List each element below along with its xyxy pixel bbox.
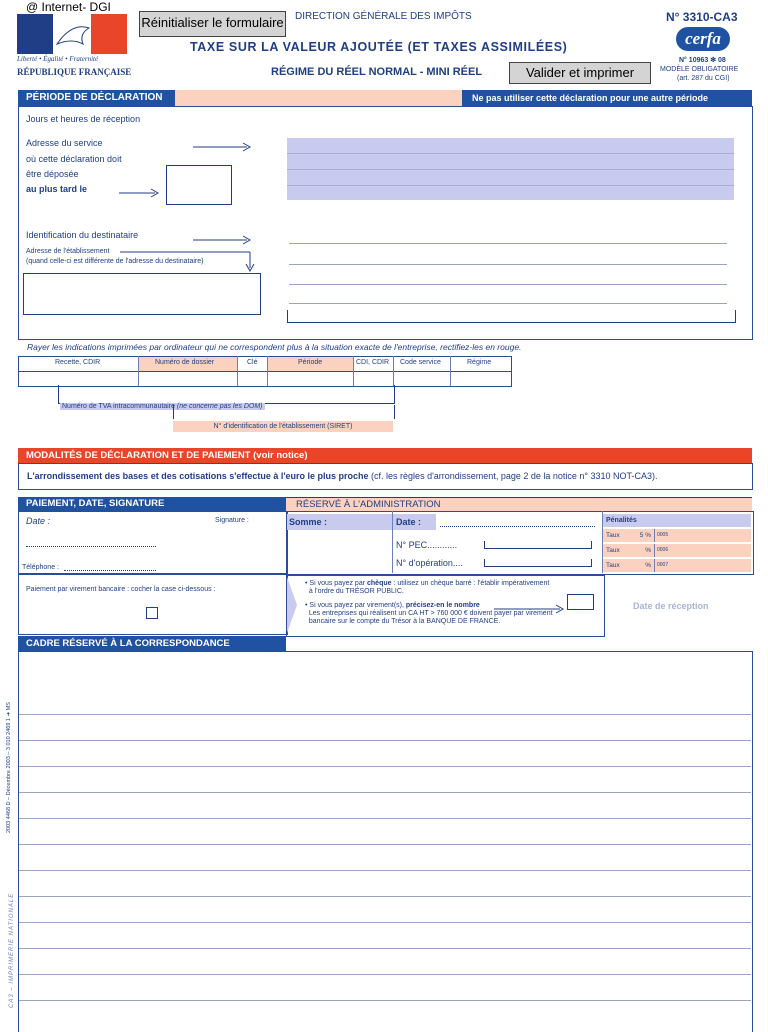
jours-label: Jours et heures de réception: [26, 114, 141, 124]
recipient-line[interactable]: [289, 243, 727, 244]
recipient-line[interactable]: [289, 303, 727, 304]
virement-text-2: Les entreprises qui réalisent un CA HT > 760 000 € doivent payer par virement: [308, 610, 553, 617]
siret-input[interactable]: [173, 405, 395, 419]
cheque-bold: chèque: [367, 580, 392, 587]
admin-date-label: Date :: [393, 514, 436, 530]
establishment-address-input[interactable]: [23, 273, 261, 315]
penalty-row[interactable]: [603, 529, 751, 542]
periode-warning: Ne pas utiliser cette déclaration pour une autre période: [472, 93, 709, 103]
virement-checkbox[interactable]: [146, 607, 158, 619]
correspondence-line[interactable]: [19, 740, 751, 741]
modalites-bar: [18, 448, 752, 463]
virement-text-3: bancaire sur le compte du Trésor à la BANQUE DE FRANCE.: [308, 618, 501, 625]
correspondence-line[interactable]: [19, 896, 751, 897]
form-number: N° 3310-CA3: [666, 10, 738, 24]
correspondence-line[interactable]: [19, 974, 751, 975]
correspondence-line[interactable]: [19, 844, 751, 845]
virement-bold: précisez-en le nombre: [405, 602, 480, 609]
republic-logo: [17, 14, 127, 54]
cheque-info: • Si vous payez par chèque : utilisez un chèque barré : l'établir impérativement à l'ordre du TRÉSOR PUBLIC.: [305, 580, 550, 595]
somme-label: Somme :: [287, 514, 394, 530]
date-label: Date :: [26, 516, 51, 526]
adresse-service-3: être déposée: [26, 169, 79, 179]
taux-label: Taux: [606, 532, 620, 539]
validate-print-button[interactable]: Valider et imprimer: [509, 62, 651, 84]
cheque-text-2: : utilisez un chèque barré : l'établir impérativement: [393, 580, 550, 587]
form-title: TAXE SUR LA VALEUR AJOUTÉE (ET TAXES ASSIMILÉES): [190, 40, 568, 54]
correspondence-line[interactable]: [19, 792, 751, 793]
virement-count-input[interactable]: [567, 594, 594, 610]
telephone-label: Téléphone :: [22, 564, 59, 571]
motto: Liberté • Égalité • Fraternité: [17, 55, 99, 63]
margin-printer: CA3 – IMPRIMERIE NATIONALE: [9, 892, 15, 1008]
taux-label: Taux: [606, 547, 620, 554]
arrow-right-icon: [193, 232, 251, 250]
arrow-right-icon: [494, 601, 564, 619]
col-dossier: Numéro de dossier: [155, 359, 215, 366]
taux-code: 0007: [657, 562, 669, 568]
taux-percent: %: [645, 547, 651, 554]
col-code-service: Code service: [400, 359, 441, 366]
adresse-etab-label: Adresse de l'établissement: [26, 248, 110, 255]
modalites-voir: (voir notice): [253, 450, 308, 461]
plus-tard-label: au plus tard le: [26, 184, 88, 194]
deadline-date-input[interactable]: [166, 165, 232, 205]
reset-form-button[interactable]: Réinitialiser le formulaire: [139, 11, 286, 37]
arrow-right-icon: [119, 185, 159, 203]
adresse-service-1: Adresse du service: [26, 138, 103, 148]
taux-code: 0006: [657, 547, 669, 553]
periode-input[interactable]: [175, 90, 462, 106]
operation-label: N° d'opération....: [396, 558, 463, 568]
date-input[interactable]: [26, 540, 156, 547]
source-label: @ Internet- DGI: [26, 0, 111, 14]
tva-label-text: Numéro de TVA intracommunautaire: [62, 403, 175, 410]
col-recette: Recette, CDIR: [55, 359, 101, 366]
correspondence-line[interactable]: [19, 766, 751, 767]
model-label: MODÈLE OBLIGATOIRE: [660, 66, 739, 73]
chevron-right-icon: [287, 577, 299, 638]
correspondence-line[interactable]: [19, 1000, 751, 1001]
penalty-row[interactable]: [603, 559, 751, 572]
virement-text-1: Si vous payez par virement(s),: [309, 602, 404, 609]
virement-label: Paiement par virement bancaire : cocher la case ci-dessous :: [26, 586, 216, 593]
direction-label: DIRECTION GÉNÉRALE DES IMPÔTS: [295, 11, 472, 22]
arrondissement-bold: L'arrondissement des bases et des cotisations s'effectue à l'euro le plus proche: [27, 471, 369, 481]
republic-name: RÉPUBLIQUE FRANÇAISE: [17, 67, 132, 77]
virement-info: • Si vous payez par virement(s), précisez-en le nombre Les entreprises qui réalisent un CA HT > 760 000 € doivent payer par virement bancaire sur le compte du Trésor à la BANQUE DE FRANCE.: [305, 602, 553, 625]
cerfa-number: N° 10963 ✻ 08: [679, 57, 726, 64]
taux-code: 0005: [657, 532, 669, 538]
virement-frame: [18, 573, 288, 635]
correspondence-line[interactable]: [19, 870, 751, 871]
taux-label: Taux: [606, 562, 620, 569]
correspondence-line[interactable]: [19, 922, 751, 923]
signature-label: Signature :: [215, 517, 249, 524]
col-regime: Régime: [467, 359, 492, 366]
col-periode: Période: [298, 359, 323, 366]
tva-number-input[interactable]: [58, 385, 395, 404]
cheque-text-3: à l'ordre du TRÉSOR PUBLIC.: [308, 588, 404, 595]
modalites-label: MODALITÉS DE DÉCLARATION ET DE PAIEMENT: [26, 450, 251, 461]
adresse-service-2: où cette déclaration doit: [26, 154, 122, 164]
tva-note: (ne concerne pas les DOM): [176, 403, 263, 410]
arrondissement-text: [27, 471, 658, 481]
col-cdi: CDI, CDIR: [356, 359, 390, 366]
pec-input[interactable]: [484, 541, 592, 549]
taux-percent: %: [645, 562, 651, 569]
adresse-etab-note: (quand celle-ci est différente de l'adresse du destinataire): [26, 258, 204, 265]
article-label: (art. 287 du CGI): [677, 75, 730, 82]
reception-date-label: Date de réception: [633, 601, 709, 611]
correspondance-bar: CADRE RÉSERVÉ À LA CORRESPONDANCE: [18, 636, 286, 651]
penalty-row[interactable]: [603, 544, 751, 557]
recipient-line[interactable]: [289, 284, 727, 285]
recipient-line[interactable]: [289, 264, 727, 265]
admin-date-input[interactable]: [440, 522, 595, 527]
correspondence-line[interactable]: [19, 714, 751, 715]
taux-percent: 5 %: [639, 532, 651, 539]
operation-input[interactable]: [484, 559, 592, 567]
penalites-header: Pénalités: [603, 514, 751, 527]
telephone-input[interactable]: [64, 564, 156, 571]
correspondence-line[interactable]: [19, 818, 751, 819]
pec-label: N° PEC............: [396, 540, 458, 550]
arrondissement-rest: (cf. les règles d'arrondissement, page 2 de la notice n° 3310 NOT-CA3).: [371, 471, 658, 481]
marianne-logo-icon: [17, 14, 127, 54]
cheque-text-1: Si vous payez par: [309, 580, 366, 587]
cerfa-text: cerfa: [685, 29, 721, 48]
cerfa-logo: [676, 27, 730, 51]
siret-label: N° d'identification de l'établissement (SIRET): [173, 421, 393, 432]
paiement-bar: PAIEMENT, DATE, SIGNATURE: [18, 497, 286, 511]
arrow-right-icon: [193, 139, 251, 157]
margin-reference: 2003 4468 D – Décembre 2003 – 3 010 2469 1 ➜ MS: [6, 702, 12, 833]
identification-instruction: Rayer les indications imprimées par ordinateur qui ne correspondent plus à la situation exacte de l'entreprise, rectifiez-les en rouge.: [27, 342, 522, 352]
identification-label: Identification du destinataire: [26, 230, 139, 240]
regime-title: RÉGIME DU RÉEL NORMAL - MINI RÉEL: [271, 66, 483, 78]
correspondence-line[interactable]: [19, 948, 751, 949]
admin-bar: RÉSERVÉ À L'ADMINISTRATION: [286, 497, 752, 511]
col-cle: Clé: [247, 359, 258, 366]
periode-label: PÉRIODE DE DÉCLARATION: [26, 92, 163, 103]
